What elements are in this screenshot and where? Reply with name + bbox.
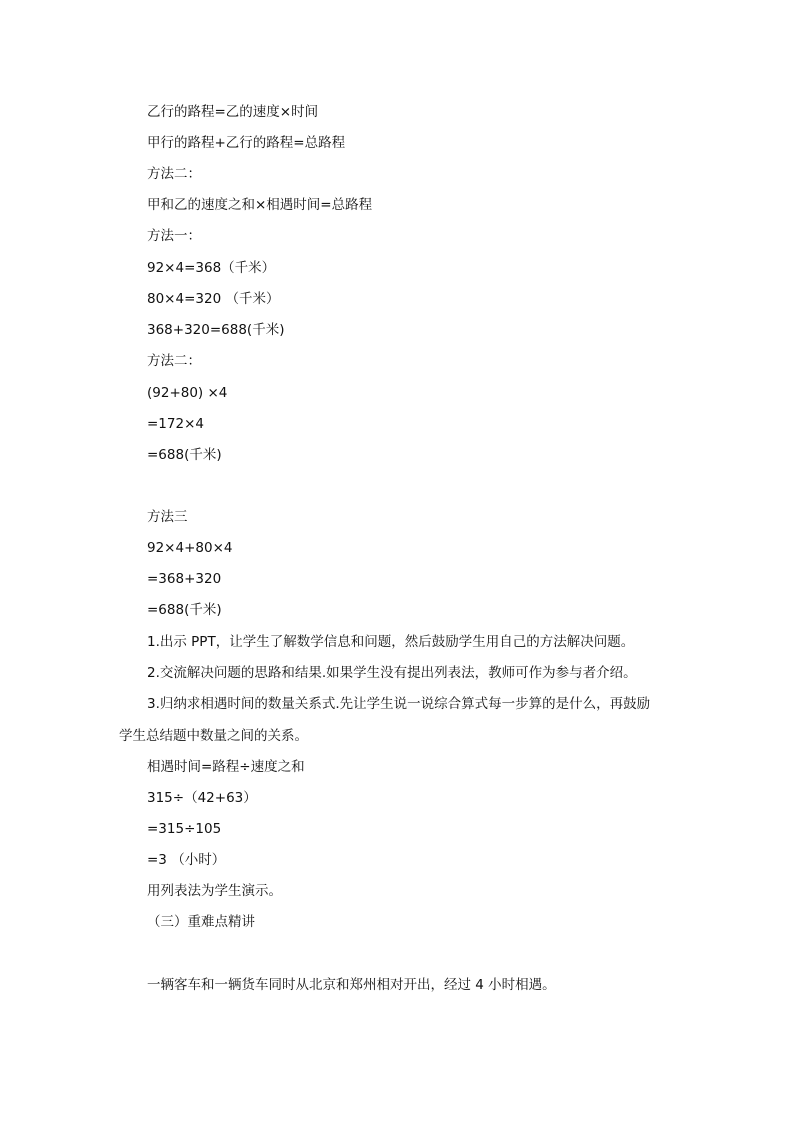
- text-line: =368+320: [147, 571, 222, 587]
- text-line: 方法三: [147, 509, 188, 525]
- text-line: (92+80) ×4: [147, 385, 228, 401]
- text-line: 368+320=688(千米): [147, 322, 285, 338]
- text-line: 80×4=320 （千米）: [147, 291, 280, 307]
- section-heading: （三）重难点精讲: [147, 914, 255, 930]
- text-line: =3 （小时）: [147, 852, 226, 868]
- text-line: 92×4+80×4: [147, 540, 233, 556]
- text-line: 方法二：: [147, 166, 201, 182]
- text-line: 用列表法为学生演示。: [147, 883, 282, 899]
- text-line: =688(千米): [147, 602, 222, 618]
- text-line: 1.出示 PPT，让学生了解数学信息和问题，然后鼓励学生用自己的方法解决问题。: [147, 634, 635, 650]
- text-line: 2.交流解决问题的思路和结果.如果学生没有提出列表法，教师可作为参与者介绍。: [147, 665, 637, 681]
- text-line: 相遇时间=路程÷速度之和: [147, 759, 305, 775]
- text-line: =315÷105: [147, 821, 222, 837]
- text-line: 甲和乙的速度之和×相遇时间=总路程: [147, 197, 373, 213]
- text-line: 甲行的路程+乙行的路程=总路程: [147, 135, 346, 151]
- text-line: 方法一：: [147, 228, 201, 244]
- text-line: =172×4: [147, 416, 204, 432]
- text-line: 一辆客车和一辆货车同时从北京和郑州相对开出，经过 4 小时相遇。: [147, 977, 556, 993]
- text-line: =688(千米): [147, 447, 222, 463]
- text-line: 方法二：: [147, 353, 201, 369]
- text-line: 学生总结题中数量之间的关系。: [119, 728, 308, 744]
- text-line: 92×4=368（千米）: [147, 260, 276, 276]
- text-line: 乙行的路程=乙的速度×时间: [147, 104, 319, 120]
- text-line: 315÷（42+63）: [147, 790, 257, 806]
- text-line: 3.归纳求相遇时间的数量关系式.先让学生说一说综合算式每一步算的是什么，再鼓励: [147, 696, 651, 712]
